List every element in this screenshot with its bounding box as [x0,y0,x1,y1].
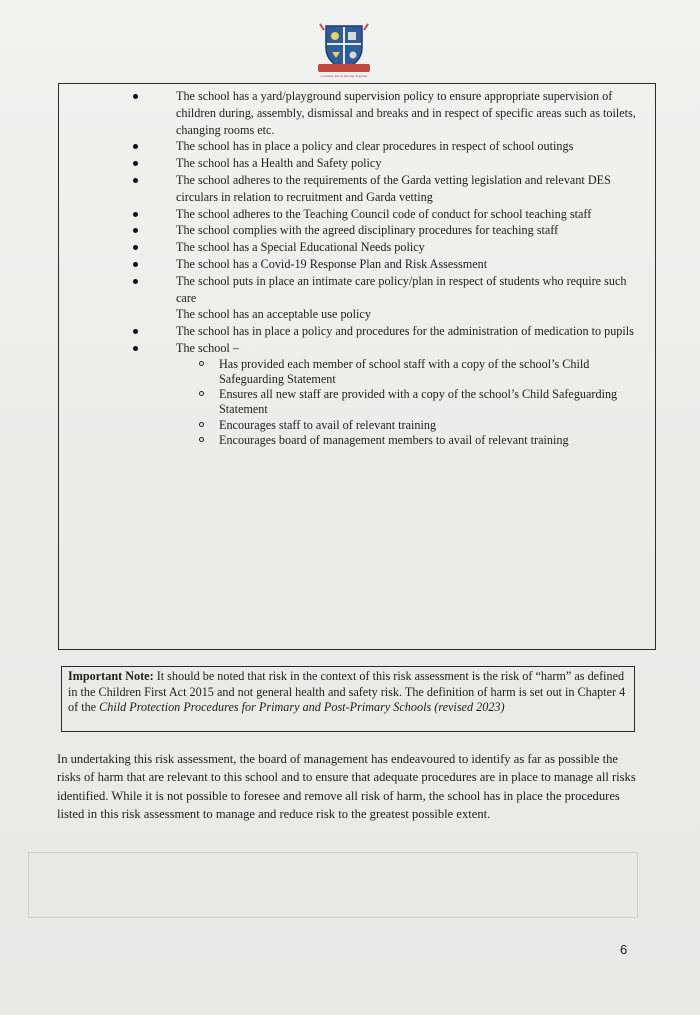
bullet-text: The school puts in place an intimate care policy/plan in respect of students who require such care [176,273,627,305]
bullet-item [59,222,655,239]
bullet-item [59,239,655,256]
bullet-text: The school has a Health and Safety policy [176,156,382,171]
bullet-item [59,138,655,155]
note-text: It should be noted that risk in the context of this risk assessment is the risk of “harm” as defined in the Children First Act 2015 and not general health and safety risk. The definition of harm is set out in Chapter 4 of the [68,669,626,714]
note-label: Important Note: [68,669,154,683]
sub-bullet-item [59,433,655,448]
crest-motto: Learning and Achieving Together [320,74,368,78]
circle-bullet-icon [199,391,204,396]
bullet-item [59,306,655,323]
bullet-dot-icon [133,228,138,233]
sub-bullet-text: Encourages board of management members to avail of relevant training [219,432,569,447]
crest-banner [318,64,370,72]
bullet-dot-icon [133,262,138,267]
bullet-text: The school complies with the agreed disciplinary procedures for teaching staff [176,223,559,238]
bullet-text: The school has an acceptable use policy [176,307,371,322]
measures-box [58,83,656,650]
bullet-item [59,256,655,273]
circle-bullet-icon [199,437,204,442]
bullet-dot-icon [133,245,138,250]
sub-bullet-item [59,387,655,417]
bullet-item [59,323,655,340]
bullet-text: The school has a Covid-19 Response Plan and Risk Assessment [176,256,488,271]
bullet-item [59,155,655,172]
bullet-text: The school – [176,340,239,355]
bullet-item [59,206,655,223]
important-note [61,666,635,732]
sub-bullet-text: Has provided each member of school staff with a copy of the school’s Child Safeguarding Statement [219,356,590,386]
bullet-text: The school has in place a policy and clear procedures in respect of school outings [176,139,574,154]
bullet-item [59,273,655,307]
bullet-dot-icon [133,329,138,334]
bullet-dot-icon [133,279,138,284]
bullet-dot-icon [133,212,138,217]
bullet-dot-icon [133,94,138,99]
bullet-item [59,172,655,206]
bullet-text: The school has a yard/playground supervision policy to ensure appropriate supervision of children during, assembly, dismissal and breaks and in respect of specific areas such as toilets, changing rooms etc. [176,89,636,137]
bullet-text: The school adheres to the requirements of the Garda vetting legislation and relevant DES circulars in relation to recruitment and Garda vetting [176,172,611,204]
page-number: 6 [620,942,628,957]
bullet-dot-icon [133,178,138,183]
bullet-dot-icon [133,161,138,166]
bullet-item [59,340,655,357]
faint-show-through-box [28,852,638,918]
circle-bullet-icon [199,361,204,366]
bullet-dot-icon [133,346,138,351]
bullet-dot-icon [133,144,138,149]
sub-bullet-item [59,418,655,433]
sub-bullet-text: Ensures all new staff are provided with a copy of the school’s Child Safeguarding Statement [219,387,618,417]
bullet-text: The school has a Special Educational Needs policy [176,240,425,255]
bullet-text: The school adheres to the Teaching Council code of conduct for school teaching staff [176,206,592,221]
sub-bullet-text: Encourages staff to avail of relevant training [219,417,437,432]
circle-bullet-icon [199,422,204,427]
bullet-list [59,88,655,448]
bullet-text: The school has in place a policy and procedures for the administration of medication to pupils [176,324,634,339]
body-paragraph: In undertaking this risk assessment, the board of management has endeavoured to identify as far as possible the risks of harm that are relevant to this school and to ensure that adequate procedures are in place to manage all risks identified. While it is not possible to foresee and remove all risk of harm, the school has in place the procedures listed in this risk assessment to manage and reduce risk to the greatest possible extent. [57,752,636,821]
sub-bullet-item [59,357,655,387]
bullet-item [59,88,655,138]
note-title: Child Protection Procedures for Primary and Post-Primary Schools (revised 2023) [99,700,505,714]
